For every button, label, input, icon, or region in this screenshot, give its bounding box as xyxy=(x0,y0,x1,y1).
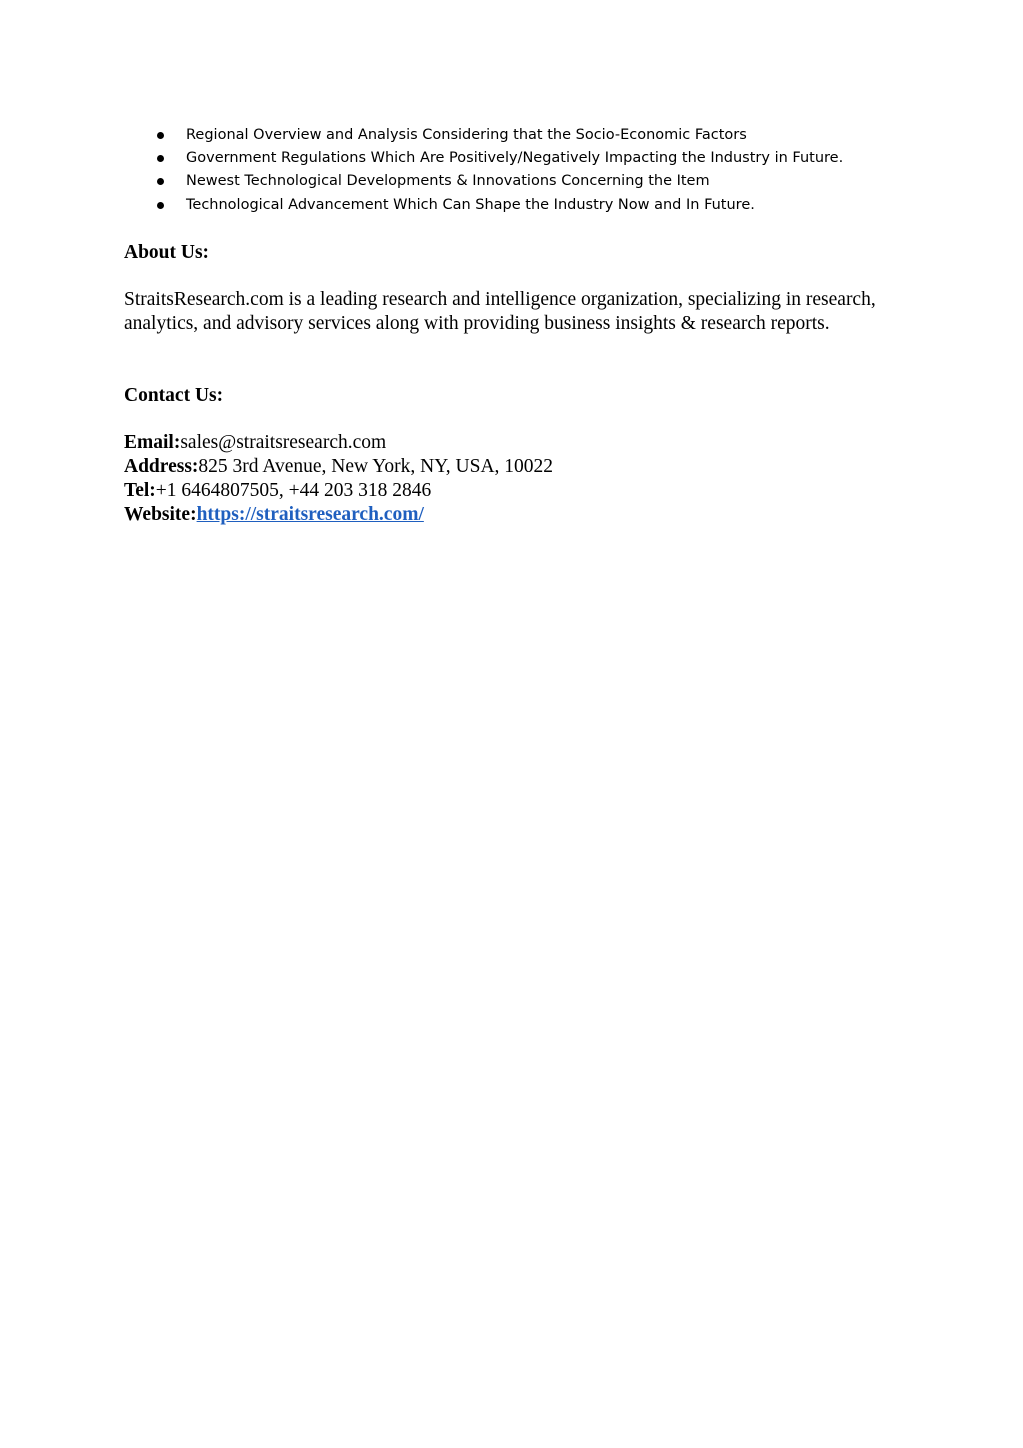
contact-heading: Contact Us: xyxy=(124,385,224,406)
tel-line xyxy=(124,479,553,503)
bullet-icon xyxy=(157,132,164,139)
email-value: sales@straitsresearch.com xyxy=(180,432,387,453)
tel-value: +1 6464807505, +44 203 318 2846 xyxy=(155,480,432,501)
bullet-icon xyxy=(157,178,164,185)
address-value: 825 3rd Avenue, New York, NY, USA, 10022 xyxy=(198,456,554,477)
bullet-text: Regional Overview and Analysis Considering that the Socio-Economic Factors xyxy=(186,127,747,143)
about-paragraph: StraitsResearch.com is a leading research and intelligence organization, specializing in research, analytics, and advisory services along with providing business insights & research reports. xyxy=(124,289,876,334)
website-label: Website: xyxy=(124,504,197,525)
contact-details xyxy=(124,431,553,527)
bullet-text: Government Regulations Which Are Positively/Negatively Impacting the Industry in Future. xyxy=(186,150,844,167)
about-heading: About Us: xyxy=(124,242,210,263)
address-label: Address: xyxy=(124,456,199,477)
website-link[interactable]: https://straitsresearch.com/ xyxy=(196,504,424,525)
bullet-text: Newest Technological Developments & Innovations Concerning the Item xyxy=(186,173,710,190)
website-line xyxy=(124,503,553,527)
email-label: Email: xyxy=(124,432,181,453)
bullet-text: Technological Advancement Which Can Shape the Industry Now and In Future. xyxy=(186,196,755,213)
bullet-icon xyxy=(157,202,164,209)
email-line xyxy=(124,431,553,455)
bullet-icon xyxy=(157,155,164,162)
address-line xyxy=(124,455,553,479)
tel-label: Tel: xyxy=(124,480,156,501)
